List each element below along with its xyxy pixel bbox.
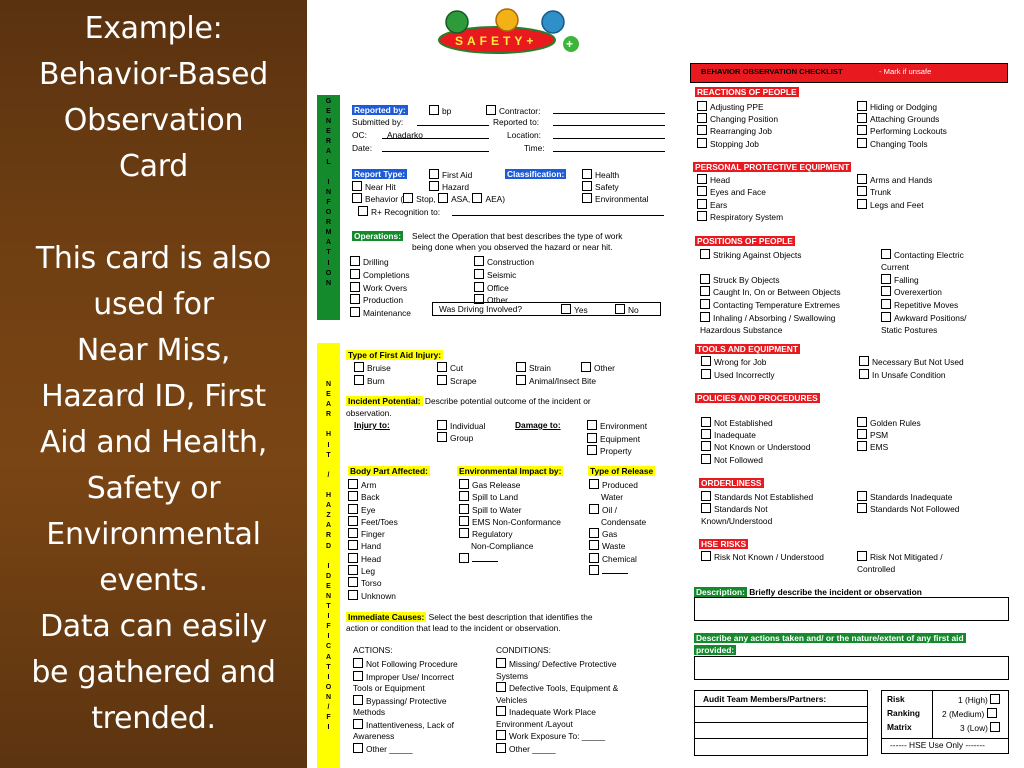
sidebar-line: be gathered and [31, 655, 276, 690]
behavior-checkbox[interactable]: Behavior ( Stop, ASA, AEA) [352, 193, 505, 204]
pos-awkward[interactable]: Awkward Positions/ [881, 312, 966, 325]
action-not-following[interactable]: Not Following Procedure [353, 658, 458, 671]
op-office[interactable]: Office [474, 282, 534, 295]
sidebar-line: Near Miss, [76, 333, 231, 368]
reported-by-row [352, 105, 408, 115]
injury-individual[interactable]: Individual [437, 420, 485, 431]
tools-left [701, 356, 775, 381]
sidebar-line: trended. [91, 701, 216, 736]
checklist-header-title: BEHAVIOR OBSERVATION CHECKLIST [701, 67, 843, 76]
cond-systems: Systems [496, 670, 529, 681]
reaction-adjusting-ppe[interactable]: Adjusting PPE [697, 101, 778, 113]
contractor-checkbox[interactable] [486, 105, 540, 116]
observation-card [307, 0, 1024, 768]
risk-low[interactable]: 3 (Low) [960, 722, 1003, 733]
operations-right-list [474, 256, 534, 307]
reported-by-label: Reported by: [354, 105, 406, 115]
damage-to-label: Damage to: [515, 420, 561, 430]
oc-value: Anadarko [387, 130, 423, 140]
safety-logo-text: SAFETY+ [455, 34, 538, 48]
audit-line-3[interactable] [695, 738, 867, 739]
ppe-left [697, 174, 783, 223]
sidebar-panel [0, 0, 307, 768]
operations-label: Operations: [354, 231, 401, 241]
description-row: Description: Briefly describe the incident or observation [696, 587, 922, 597]
env-impact-list [459, 479, 561, 565]
release-oil[interactable]: Oil / [589, 504, 646, 516]
orderliness-label: ORDERLINESS [701, 478, 762, 488]
pos-electric[interactable]: Contacting Electric [881, 249, 966, 262]
checklist-header-note: - Mark if unsafe [879, 67, 932, 76]
reaction-stopping[interactable]: Stopping Job [697, 138, 778, 150]
ppe-right [857, 174, 932, 211]
reaction-rearranging[interactable]: Rearranging Job [697, 125, 778, 137]
tools-label: TOOLS AND EQUIPMENT [697, 344, 798, 354]
env-gas-release[interactable]: Gas Release [459, 479, 561, 491]
release-water: Water [601, 492, 624, 503]
checklist-header [690, 63, 1008, 83]
hazard-checkbox[interactable]: Hazard [429, 181, 469, 192]
ppe-legs[interactable]: Legs and Feet [857, 199, 932, 211]
reactions-left [697, 101, 778, 150]
release-condensate: Condensate [601, 516, 647, 527]
conditions-label: CONDITIONS: [496, 645, 551, 655]
fa-strain[interactable]: Strain [516, 362, 551, 373]
cond-exposure[interactable]: Work Exposure To: _____ [496, 730, 618, 743]
pos-current: Current [881, 261, 909, 272]
action-other[interactable]: Other _____ [353, 743, 458, 756]
reaction-changing-tools[interactable]: Changing Tools [857, 138, 947, 150]
tools-right [859, 356, 964, 381]
sidebar-line: Aid and Health, [40, 425, 267, 460]
svg-text:+: + [566, 37, 574, 51]
pol-inadequate[interactable]: Inadequate [701, 429, 810, 441]
sidebar-line: Card [119, 149, 188, 184]
body-head[interactable]: Head [348, 553, 398, 565]
pos-temperature[interactable]: Contacting Temperature Extremes [700, 299, 841, 312]
near-hit-bar-label: N E A R H I T / H A Z A R D I D E N T I F I C A T I O N / F I [325, 381, 332, 732]
hse-not-mitigated[interactable]: Risk Not Mitigated / [857, 551, 943, 563]
ord-inadequate[interactable]: Standards Inadequate [857, 491, 959, 503]
actions-list [353, 658, 458, 755]
ppe-label: PERSONAL PROTECTIVE EQUIPMENT [695, 162, 850, 172]
fa-cut[interactable]: Cut [437, 362, 463, 373]
env-impact-label: Environmental Impact by: [459, 466, 562, 476]
audit-line-1[interactable] [695, 706, 867, 707]
ppe-arms[interactable]: Arms and Hands [857, 174, 932, 186]
op-other[interactable]: Other [474, 294, 534, 307]
audit-team-box [694, 690, 868, 756]
release-produced[interactable]: Produced [589, 479, 646, 491]
env-regulatory[interactable]: Regulatory [459, 528, 561, 540]
damage-equipment[interactable]: Equipment [587, 433, 647, 446]
reported-to-label: Reported to: [493, 117, 540, 127]
injury-to-label: Injury to: [354, 420, 390, 430]
tools-unsafe[interactable]: In Unsafe Condition [859, 369, 964, 382]
action-improper-use[interactable]: Improper Use/ Incorrect [353, 671, 458, 684]
safety-checkbox[interactable]: Safety [582, 181, 619, 192]
ord-not-established[interactable]: Standards Not Established [701, 491, 813, 503]
report-type-label: Report Type: [354, 169, 406, 179]
pos-striking[interactable]: Striking Against Objects [700, 249, 841, 262]
description-field[interactable] [694, 597, 1009, 621]
pos-hazardous: Hazardous Substance [700, 324, 783, 335]
reactions-right [857, 101, 947, 150]
sidebar-line: Example: [84, 11, 223, 46]
hse-right [857, 551, 943, 575]
immediate-causes-row: Immediate Causes: Select the best description that identifies the [348, 612, 593, 622]
health-checkbox[interactable]: Health [582, 169, 619, 180]
cond-defective[interactable]: Defective Tools, Equipment & [496, 682, 618, 695]
cond-environment: Environment /Layout [496, 718, 573, 729]
ppe-eyes[interactable]: Eyes and Face [697, 186, 783, 198]
sidebar-line: Behavior-Based [39, 57, 268, 92]
oc-label: OC: [352, 130, 367, 140]
env-spill-water[interactable]: Spill to Water [459, 504, 561, 516]
pos-inhaling[interactable]: Inhaling / Absorbing / Swallowing [700, 312, 841, 325]
matrix-label: Matrix [887, 722, 912, 732]
action-awareness: Awareness [353, 731, 395, 741]
hse-left [701, 551, 824, 563]
release-type-label: Type of Release [590, 466, 654, 476]
pol-not-followed[interactable]: Not Followed [701, 454, 810, 466]
general-info-bar-label: G E N E R A L I N F O R M A T I O N [325, 98, 332, 287]
location-field[interactable] [553, 138, 665, 139]
hse-use-label: ------ HSE Use Only ------- [890, 740, 985, 750]
fa-other[interactable]: Other [581, 362, 615, 373]
body-arm[interactable]: Arm [348, 479, 398, 491]
op-maintenance[interactable]: Maintenance [350, 307, 411, 320]
pol-ems[interactable]: EMS [857, 441, 921, 453]
incident-desc-2: observation. [346, 408, 392, 418]
tools-incorrect[interactable]: Used Incorrectly [701, 369, 775, 382]
sidebar-line: Data can easily [40, 609, 267, 644]
pol-golden-rules[interactable]: Golden Rules [857, 417, 921, 429]
driving-no[interactable]: No [615, 304, 639, 315]
recognition-field[interactable] [452, 215, 664, 216]
ppe-ears[interactable]: Ears [697, 199, 783, 211]
sidebar-line: Safety or [86, 471, 221, 506]
ppe-trunk[interactable]: Trunk [857, 186, 932, 198]
pos-struck[interactable]: Struck By Objects [700, 274, 841, 287]
risk-medium[interactable]: 2 (Medium) [942, 708, 1000, 719]
cond-other[interactable]: Other _____ [496, 743, 618, 756]
positions-left [700, 249, 841, 337]
injury-group[interactable]: Group [437, 432, 473, 443]
body-back[interactable]: Back [348, 491, 398, 503]
orderliness-right [857, 491, 959, 515]
environmental-checkbox[interactable]: Environmental [582, 193, 649, 204]
date-field[interactable] [382, 151, 489, 152]
body-eye[interactable]: Eye [348, 504, 398, 516]
pol-not-known[interactable]: Not Known or Understood [701, 441, 810, 453]
safety-logo [435, 6, 580, 56]
env-spill-land[interactable]: Spill to Land [459, 491, 561, 503]
incident-potential-row: Incident Potential: Describe potential outcome of the incident or [348, 396, 591, 406]
operations-desc-2: being done when you observed the hazard or near hit. [412, 242, 613, 252]
risk-divider [932, 691, 933, 738]
actions-desc-2: provided: [696, 645, 735, 655]
body-feet[interactable]: Feet/Toes [348, 516, 398, 528]
ord-understood: Known/Understood [701, 516, 773, 527]
reported-to-field[interactable] [553, 125, 665, 126]
fa-scrape[interactable]: Scrape [437, 375, 477, 386]
reaction-grounds[interactable]: Attaching Grounds [857, 113, 947, 125]
positions-right [881, 249, 966, 337]
body-unknown[interactable]: Unknown [348, 590, 398, 602]
bp-label: bp [442, 106, 452, 116]
fa-animal-bite[interactable]: Animal/Insect Bite [516, 375, 596, 386]
actions-field[interactable] [694, 656, 1009, 680]
policies-right [857, 417, 921, 454]
env-noncompliance: Non-Compliance [471, 541, 534, 552]
immediate-desc-2: action or condition that lead to the incident or observation. [346, 623, 561, 633]
submitted-by-field[interactable] [417, 125, 489, 126]
op-seismic[interactable]: Seismic [474, 269, 534, 282]
pos-caught[interactable]: Caught In, On or Between Objects [700, 286, 841, 299]
reaction-lockouts[interactable]: Performing Lockouts [857, 125, 947, 137]
risk-label: Risk [887, 694, 905, 704]
policies-label: POLICIES AND PROCEDURES [697, 393, 818, 403]
bp-checkbox[interactable] [429, 105, 451, 116]
body-finger[interactable]: Finger [348, 528, 398, 540]
time-label: Time: [524, 143, 545, 153]
sidebar-line: This card is also [35, 241, 272, 276]
time-field[interactable] [553, 151, 665, 152]
op-production[interactable]: Production [350, 294, 411, 307]
damage-environment[interactable]: Environment [587, 420, 647, 433]
op-construction[interactable]: Construction [474, 256, 534, 269]
op-completions[interactable]: Completions [350, 269, 411, 282]
cond-missing[interactable]: Missing/ Defective Protective [496, 658, 618, 671]
actions-label: ACTIONS: [353, 645, 393, 655]
action-tools-equip: Tools or Equipment [353, 683, 425, 693]
driving-yes[interactable]: Yes [561, 304, 588, 315]
fa-bruise[interactable]: Bruise [354, 362, 391, 373]
reaction-hiding[interactable]: Hiding or Dodging [857, 101, 947, 113]
env-ems[interactable]: EMS Non-Conformance [459, 516, 561, 528]
location-label: Location: [507, 130, 541, 140]
operations-left-list [350, 256, 411, 320]
cond-vehicles: Vehicles [496, 694, 528, 705]
orderliness-left [701, 491, 813, 528]
pos-falling[interactable]: Falling [881, 274, 966, 287]
first-aid-checkbox[interactable]: First Aid [429, 169, 472, 180]
ord-not-followed[interactable]: Standards Not Followed [857, 503, 959, 515]
pos-overexertion[interactable]: Overexertion [881, 286, 966, 299]
ppe-head[interactable]: Head [697, 174, 783, 186]
first-aid-type-label: Type of First Aid Injury: [348, 350, 442, 360]
env-blank[interactable] [459, 553, 561, 565]
contractor-label: Contractor: [499, 106, 541, 116]
hse-use-divider [882, 738, 1008, 739]
tools-necessary[interactable]: Necessary But Not Used [859, 356, 964, 369]
op-work-overs[interactable]: Work Overs [350, 282, 411, 295]
body-torso[interactable]: Torso [348, 577, 398, 589]
action-methods: Methods [353, 707, 386, 717]
fa-burn[interactable]: Burn [354, 375, 385, 386]
pos-spacer [700, 262, 841, 274]
action-inattentive[interactable]: Inattentiveness, Lack of [353, 719, 458, 732]
pol-psm[interactable]: PSM [857, 429, 921, 441]
release-list [589, 479, 646, 577]
sidebar-line: Hazard ID, First [41, 379, 266, 414]
near-hit-checkbox[interactable]: Near Hit [352, 181, 396, 192]
positions-label: POSITIONS OF PEOPLE [697, 236, 793, 246]
risk-high[interactable]: 1 (High) [958, 694, 1003, 705]
classification-label: Classification: [507, 169, 565, 179]
operations-desc: Select the Operation that best describes the type of work [412, 231, 623, 241]
contractor-field[interactable] [553, 113, 665, 114]
sidebar-line: events. [99, 563, 208, 598]
ranking-label: Ranking [887, 708, 921, 718]
op-drilling[interactable]: Drilling [350, 256, 411, 269]
sidebar-line: Observation [63, 103, 244, 138]
hse-controlled: Controlled [857, 564, 896, 575]
tools-wrong[interactable]: Wrong for Job [701, 356, 775, 369]
ppe-respiratory[interactable]: Respiratory System [697, 211, 783, 223]
release-chemical[interactable]: Chemical [589, 553, 646, 565]
date-label: Date: [352, 143, 373, 153]
sidebar-text [0, 6, 307, 742]
sidebar-line: Environmental [46, 517, 261, 552]
release-blank[interactable] [589, 565, 646, 577]
release-gas[interactable]: Gas [589, 528, 646, 540]
hse-not-known[interactable]: Risk Not Known / Understood [701, 551, 824, 563]
body-part-label: Body Part Affected: [350, 466, 428, 476]
pol-not-established[interactable]: Not Established [701, 417, 810, 429]
driving-box [432, 302, 661, 316]
damage-list [587, 420, 647, 458]
body-hand[interactable]: Hand [348, 540, 398, 552]
actions-desc: Describe any actions taken and/ or the nature/extent of any first aid [696, 633, 964, 643]
recognition-checkbox[interactable]: R+ Recognition to: [358, 206, 440, 217]
audit-line-2[interactable] [695, 722, 867, 723]
reactions-label: REACTIONS OF PEOPLE [697, 87, 797, 97]
ord-not-known[interactable]: Standards Not [701, 503, 813, 515]
pos-static: Static Postures [881, 324, 938, 335]
risk-matrix [881, 690, 1009, 754]
conditions-list [496, 658, 618, 755]
body-leg[interactable]: Leg [348, 565, 398, 577]
submitted-by-label: Submitted by: [352, 117, 404, 127]
sidebar-line [0, 190, 307, 236]
audit-team-label: Audit Team Members/Partners: [703, 694, 827, 704]
sidebar-line: used for [93, 287, 214, 322]
driving-label: Was Driving Involved? [439, 304, 523, 314]
hse-label: HSE RISKS [701, 539, 747, 549]
action-bypassing[interactable]: Bypassing/ Protective [353, 695, 458, 708]
damage-property[interactable]: Property [587, 445, 647, 458]
policies-left [701, 417, 810, 466]
pos-repetitive[interactable]: Repetitive Moves [881, 299, 966, 312]
release-waste[interactable]: Waste [589, 540, 646, 552]
reaction-changing-position[interactable]: Changing Position [697, 113, 778, 125]
safety-logo-icon [435, 6, 580, 56]
body-part-list [348, 479, 398, 602]
cond-inadequate[interactable]: Inadequate Work Place [496, 706, 618, 719]
